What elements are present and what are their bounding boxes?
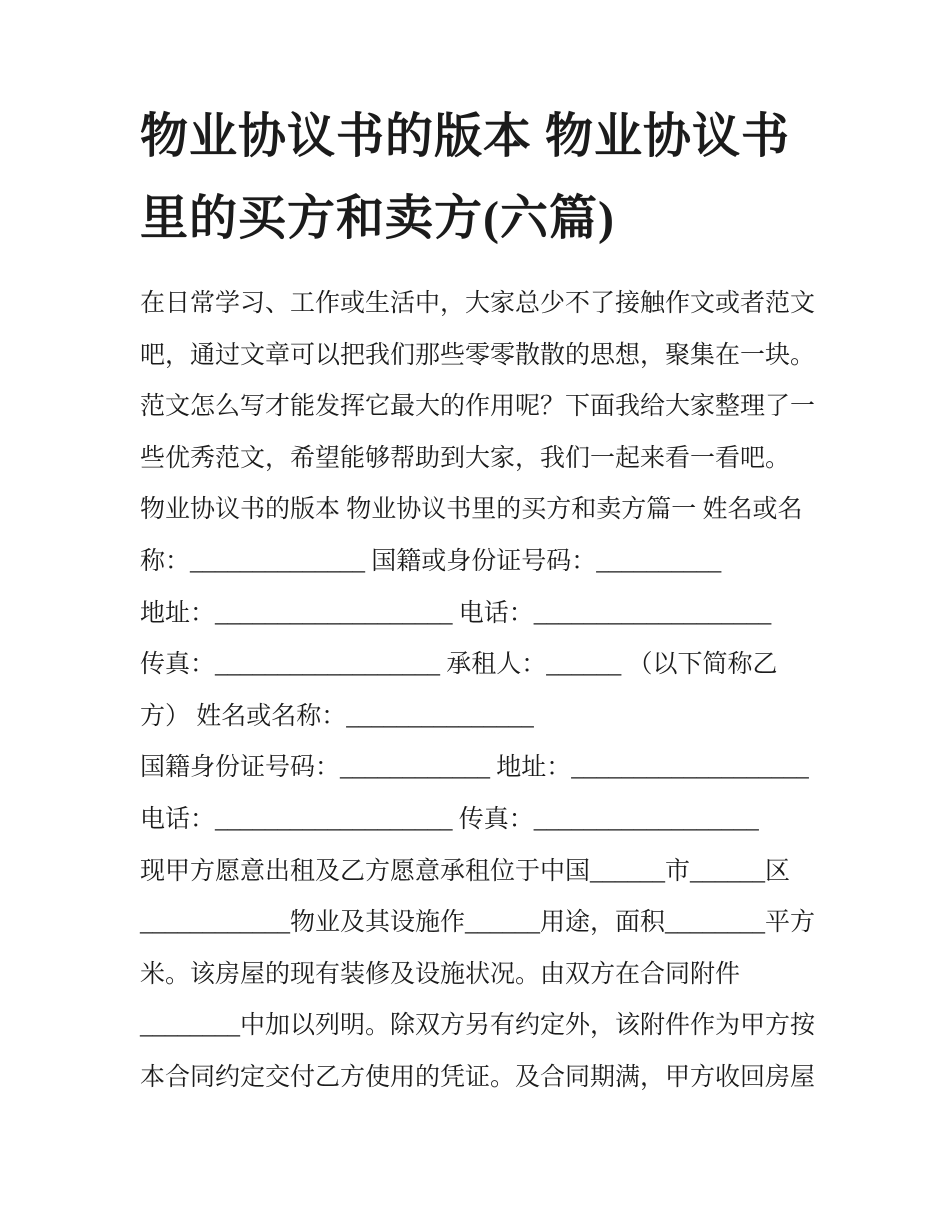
body-text-line: 范文怎么写才能发挥它最大的作用呢？下面我给大家整理了一 — [140, 393, 816, 421]
body-text-line: 本合同约定交付乙方使用的凭证。及合同期满，甲方收回房屋 — [140, 1063, 816, 1091]
body-text-line-blank-id-address: 国籍身份证号码：____________ 地址：___________________ — [140, 754, 809, 782]
document-title — [140, 96, 822, 260]
body-text-line-blank-fax-tenant: 传真：__________________ 承租人：______ （以下简称乙 — [140, 651, 778, 679]
body-text-line-blank-appendix: ________中加以列明。除双方另有约定外，该附件作为甲方按 — [140, 1012, 816, 1040]
body-text-line-blank-usage-area: ____________物业及其设施作______用途，面积________平方 — [140, 909, 816, 937]
body-text-line: 些优秀范文，希望能够帮助到大家，我们一起来看一看吧。 — [140, 444, 791, 472]
body-text-line-blank-name: 称：______________ 国籍或身份证号码：__________ — [140, 547, 722, 575]
body-text-line-blank-name2: 方） 姓名或名称：_______________ — [140, 702, 534, 730]
body-text-line: 吧，通过文章可以把我们那些零零散散的思想，聚集在一块。 — [140, 341, 816, 369]
body-text-line-blank-city-district: 现甲方愿意出租及乙方愿意承租位于中国______市______区 — [140, 857, 791, 885]
body-text-line-blank-phone-fax: 电话：___________________ 传真：__________________ — [140, 805, 759, 833]
document-title-line: 物业协议书的版本 物业协议书 — [140, 110, 791, 163]
body-text-line: 在日常学习、工作或生活中，大家总少不了接触作文或者范文 — [140, 290, 816, 317]
document-title-line: 里的买方和卖方(六篇) — [140, 192, 615, 245]
body-text-line-blank-address-phone: 地址：___________________ 电话：___________________ — [140, 599, 772, 627]
document-body — [140, 278, 822, 1104]
body-text-line: 物业协议书的版本 物业协议书里的买方和卖方篇一 姓名或名 — [140, 496, 803, 524]
body-text-line: 米。该房屋的现有装修及设施状况。由双方在合同附件 — [140, 960, 741, 988]
